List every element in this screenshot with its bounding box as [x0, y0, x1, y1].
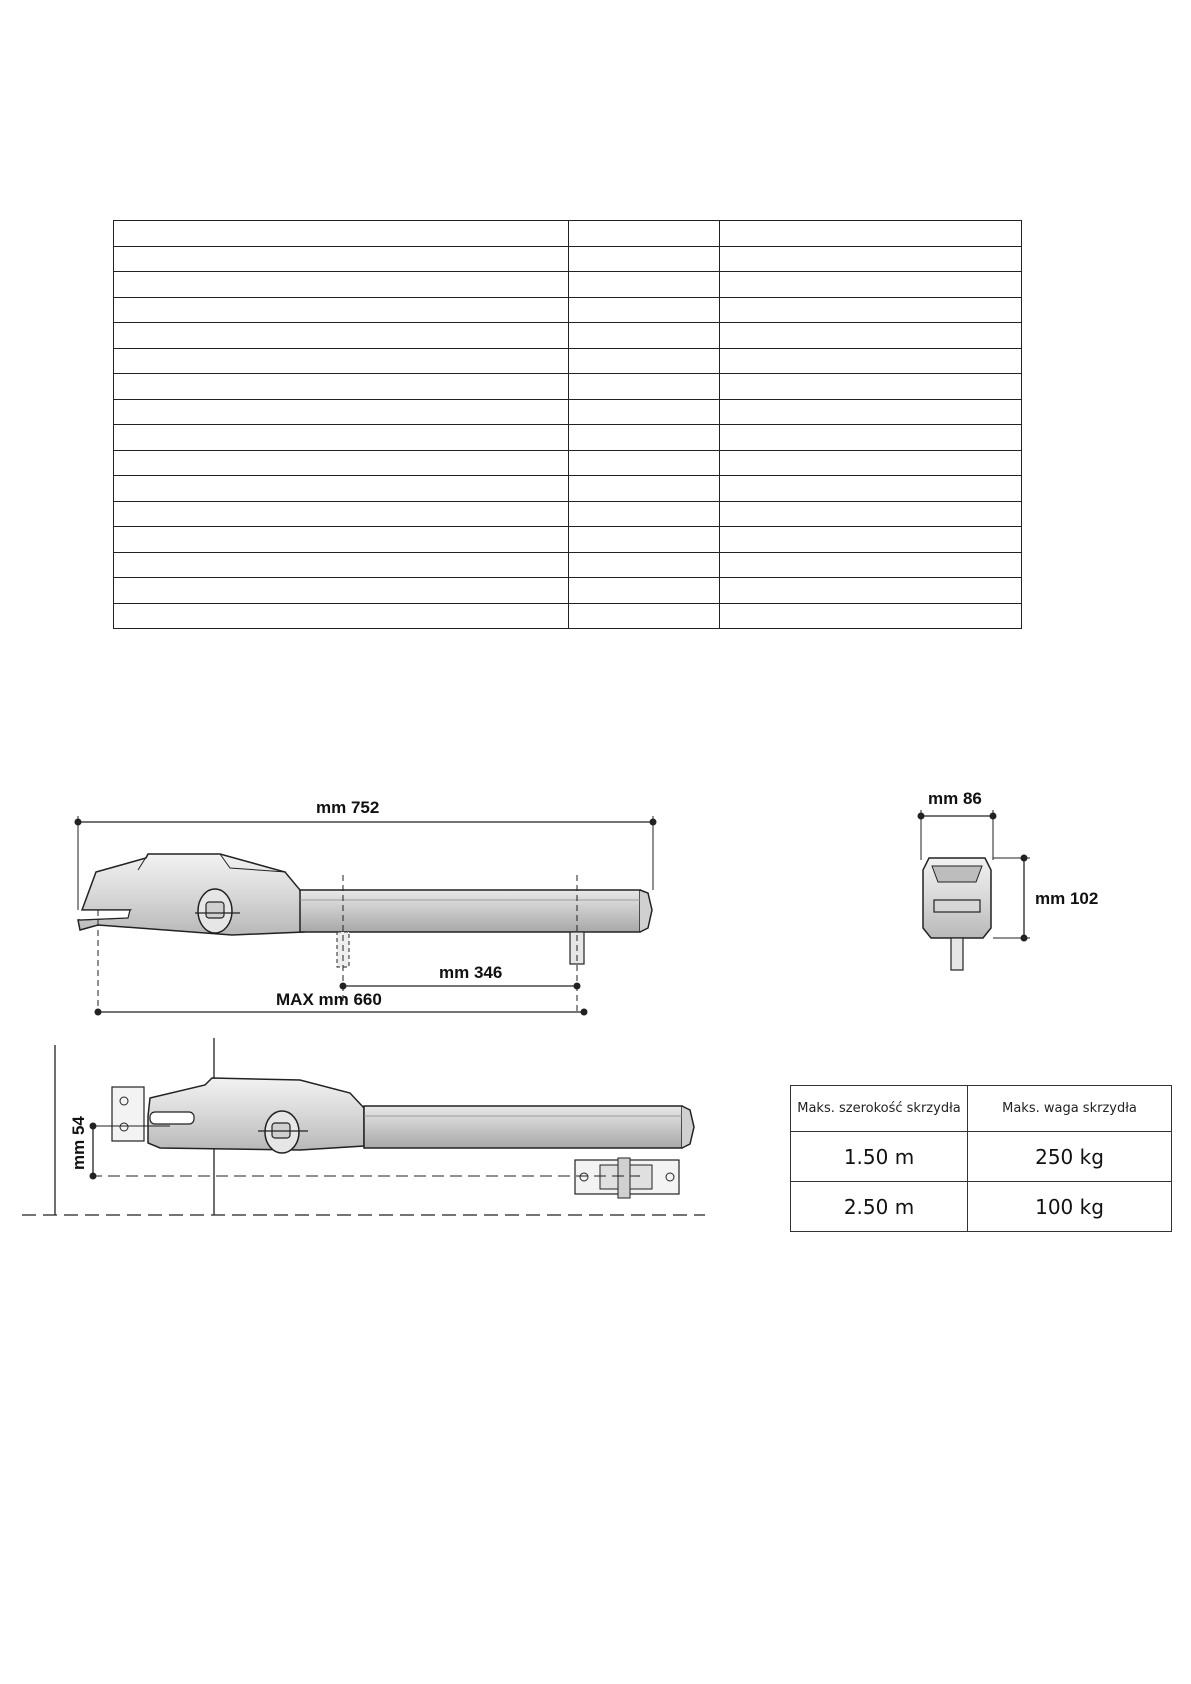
spec-table-cell	[114, 476, 569, 502]
spec-table-cell	[720, 374, 1022, 400]
load-weight-cell: 250 kg	[968, 1132, 1172, 1182]
spec-table-row	[114, 348, 1022, 374]
spec-table-cell	[569, 450, 720, 476]
spec-table-cell	[720, 221, 1022, 247]
spec-table-row	[114, 603, 1022, 629]
spec-table-cell	[569, 425, 720, 451]
spec-table-row	[114, 578, 1022, 604]
spec-table-row	[114, 221, 1022, 247]
spec-table-cell	[569, 501, 720, 527]
spec-table-cell	[114, 552, 569, 578]
spec-table-row	[114, 297, 1022, 323]
spec-table-cell	[114, 297, 569, 323]
spec-table-body	[114, 221, 1022, 629]
dim-total-length: mm 752	[316, 798, 380, 817]
dim-width: mm 86	[928, 789, 982, 808]
spec-table-cell	[720, 246, 1022, 272]
load-row	[791, 1132, 1172, 1182]
spec-table-row	[114, 425, 1022, 451]
spec-table-cell	[720, 450, 1022, 476]
spec-table-cell	[114, 501, 569, 527]
load-table-header	[791, 1086, 1172, 1132]
dim-max-length: MAX mm 660	[276, 990, 382, 1009]
spec-table-cell	[114, 221, 569, 247]
spec-table-cell	[720, 297, 1022, 323]
spec-table-cell	[569, 246, 720, 272]
spec-table-cell	[569, 399, 720, 425]
load-table	[790, 1085, 1172, 1232]
spec-table-row	[114, 246, 1022, 272]
dim-height: mm 102	[1035, 889, 1099, 908]
header-max-weight: Maks. waga skrzydła	[968, 1086, 1172, 1132]
spec-table-cell	[114, 399, 569, 425]
spec-table-cell	[720, 323, 1022, 349]
spec-table-cell	[114, 348, 569, 374]
spec-table-row	[114, 272, 1022, 298]
spec-table-cell	[720, 272, 1022, 298]
spec-table-cell	[720, 552, 1022, 578]
spec-table-cell	[569, 348, 720, 374]
spec-table-cell	[720, 476, 1022, 502]
side-view	[75, 816, 656, 1015]
spec-table-cell	[569, 272, 720, 298]
spec-table-cell	[114, 527, 569, 553]
dim-offset: mm 54	[69, 1116, 88, 1170]
spec-table-cell	[720, 603, 1022, 629]
load-width-cell: 2.50 m	[791, 1182, 968, 1232]
spec-table-row	[114, 527, 1022, 553]
spec-table-cell	[569, 527, 720, 553]
spec-table-cell	[569, 552, 720, 578]
load-row	[791, 1182, 1172, 1232]
spec-table-cell	[569, 476, 720, 502]
spec-table-row	[114, 323, 1022, 349]
spec-table-cell	[720, 527, 1022, 553]
spec-table-cell	[114, 246, 569, 272]
load-weight-cell: 100 kg	[968, 1182, 1172, 1232]
spec-table-cell	[720, 348, 1022, 374]
header-max-width: Maks. szerokość skrzydła	[791, 1086, 968, 1132]
spec-table-cell	[114, 425, 569, 451]
spec-table-cell	[114, 374, 569, 400]
spec-table-row	[114, 501, 1022, 527]
spec-table-cell	[720, 425, 1022, 451]
spec-table-row	[114, 552, 1022, 578]
dim-stroke-length: mm 346	[439, 963, 503, 982]
spec-table-row	[114, 476, 1022, 502]
spec-table-cell	[569, 297, 720, 323]
spec-table-cell	[114, 450, 569, 476]
end-view	[918, 810, 1030, 970]
spec-table-cell	[720, 501, 1022, 527]
load-width-cell: 1.50 m	[791, 1132, 968, 1182]
spec-table-cell	[569, 603, 720, 629]
spec-table-cell	[569, 323, 720, 349]
spec-table-cell	[114, 272, 569, 298]
spec-table-cell	[720, 578, 1022, 604]
spec-table-cell	[114, 603, 569, 629]
spec-table-cell	[114, 578, 569, 604]
spec-table-row	[114, 450, 1022, 476]
spec-table-cell	[114, 323, 569, 349]
spec-table-cell	[569, 374, 720, 400]
spec-table-row	[114, 374, 1022, 400]
installation-view	[22, 1038, 705, 1215]
spec-table-cell	[569, 221, 720, 247]
spec-table	[113, 220, 1022, 629]
spec-table-row	[114, 399, 1022, 425]
spec-table-cell	[720, 399, 1022, 425]
spec-table-cell	[569, 578, 720, 604]
